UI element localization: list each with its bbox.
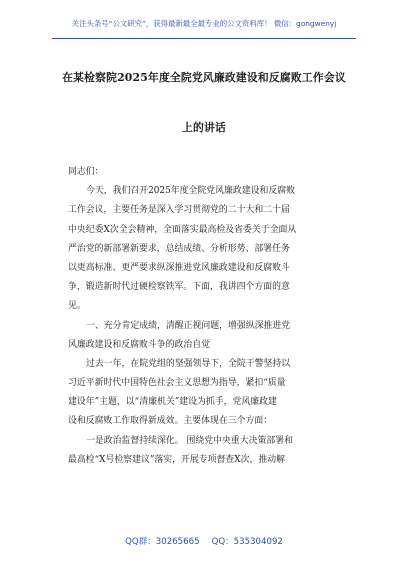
body-line: 建设年”主题，以“清廉机关”建设为抓手，党风廉政建 [68, 397, 277, 408]
body-line: 过去一年，在院党组的坚强领导下，全院干警坚持以 [86, 358, 291, 369]
body-line: 设和反腐败工作取得新成效。主要体现在三个方面： [68, 416, 273, 427]
section-heading-line: 一、充分肯定成绩，清醒正视问题，增强纵深推进党 [86, 320, 291, 331]
footer-qq-group: QQ群：30265665 [125, 537, 200, 547]
document-title-line2: 上的讲话 [182, 121, 226, 134]
body-line: 最高检“X号检察建议”落实，开展专项督查X次，推动解 [68, 454, 285, 465]
body-line: 严治党的新部署新要求，总结成绩、分析形势、部署任务 [68, 243, 290, 254]
body-line: 争，锻造新时代过硬检察铁军。下面，我讲四个方面的意 [68, 282, 290, 293]
section-heading-line: 风廉政建设和反腐败斗争的政治自觉 [68, 339, 210, 350]
page-footer [0, 535, 408, 547]
body-line-greeting: 同志们： [68, 167, 104, 177]
body-line: 今天，我们召开2025年度全院党风廉政建设和反腐败 [86, 186, 295, 197]
page-header-promo: 关注头条号“公文研究”，获得最新最全最专业的公文资料库！ 微信：gongwenyj [71, 19, 337, 28]
body-line: 工作会议，主要任务是深入学习贯彻党的二十大和二十届 [68, 205, 290, 216]
body-line: 以更高标准、更严要求纵深推进党风廉政建设和反腐败斗 [68, 262, 290, 273]
footer-qq: QQ：535304092 [211, 537, 283, 547]
document-body [68, 163, 344, 470]
body-line: 习近平新时代中国特色社会主义思想为指导，紧扣“质量 [68, 378, 286, 389]
document-title-line1: 在某检察院2025年度全院党风廉政建设和反腐败工作会议 [62, 71, 346, 84]
body-line: 见。 [68, 301, 86, 312]
body-line: 一是政治监督持续深化。 围绕党中央重大决策部署和 [86, 435, 293, 446]
header-divider [52, 38, 356, 39]
body-line: 中央纪委X次全会精神，全面落实最高检及省委关于全面从 [68, 224, 297, 235]
